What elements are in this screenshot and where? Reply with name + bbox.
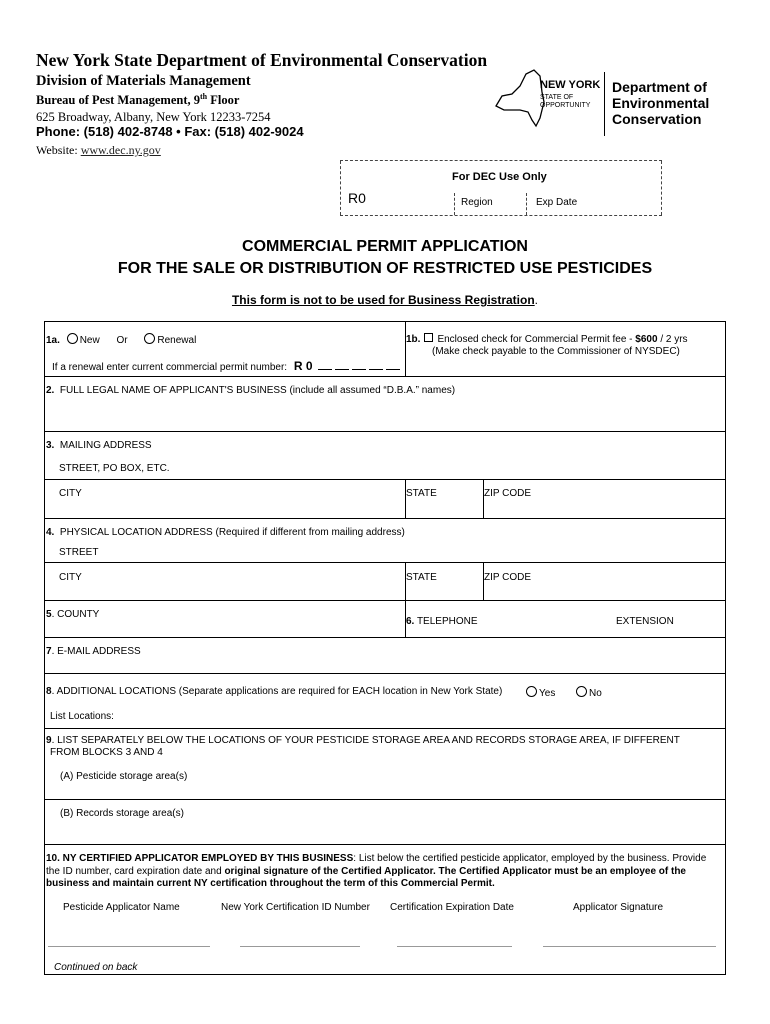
row-divider (45, 479, 725, 480)
form-title: COMMERCIAL PERMIT APPLICATION (242, 238, 528, 255)
row-divider (45, 600, 725, 601)
signature-line[interactable] (543, 946, 716, 947)
renewal-radio[interactable] (144, 333, 155, 344)
q3-label: 3. MAILING ADDRESS (46, 440, 152, 451)
permit-number-blank[interactable] (318, 368, 332, 370)
agency-title: New York State Department of Environmental Conservation (36, 50, 488, 70)
q8-label: 8. ADDITIONAL LOCATIONS (Separate applications are required for EACH location in New York State) (46, 686, 503, 697)
row-divider (45, 518, 725, 519)
no-radio[interactable] (576, 686, 587, 697)
county-field[interactable]: 5. COUNTY (46, 609, 100, 620)
dec-use-heading: For DEC Use Only (452, 171, 547, 183)
mailing-zip-field[interactable]: ZIP CODE (484, 488, 532, 499)
new-label: New (79, 335, 100, 346)
website-link[interactable]: www.dec.ny.gov (80, 143, 161, 157)
dec-box-divider (340, 161, 341, 215)
dec-use-box (340, 160, 662, 216)
physical-state-field[interactable]: STATE (406, 572, 437, 583)
q8-yes[interactable]: Yes (526, 686, 555, 699)
col-applicator-name: Pesticide Applicator Name (63, 902, 180, 913)
row-divider (45, 728, 725, 729)
renewal-permit-number: If a renewal enter current commercial permit number: R 0 (52, 359, 400, 373)
division-name: Division of Materials Management (36, 73, 251, 89)
row-divider (45, 844, 725, 845)
fee-checkbox[interactable] (424, 333, 433, 342)
row-divider (45, 376, 725, 377)
physical-street-field[interactable]: STREET (59, 547, 99, 558)
row-divider (45, 562, 725, 563)
certification-id-line[interactable] (240, 946, 360, 947)
row-divider (45, 799, 725, 800)
dec-region-prefix: R0 (348, 190, 366, 206)
row-divider (45, 431, 725, 432)
permit-number-blank[interactable] (335, 368, 349, 370)
pesticide-storage-field[interactable]: (A) Pesticide storage area(s) (60, 771, 188, 782)
col-signature: Applicator Signature (573, 902, 664, 913)
q1b-row: 1b. Enclosed check for Commercial Permit fee - $600 / 2 yrs (406, 334, 688, 345)
q8-no[interactable]: No (576, 686, 602, 699)
agency-website: Website: www.dec.ny.gov (36, 143, 161, 157)
row-divider (45, 637, 725, 638)
dec-logo-text: Department of Environmental Conservation (612, 79, 710, 127)
form-subtitle: FOR THE SALE OR DISTRIBUTION OF RESTRICTED USE PESTICIDES (117, 260, 653, 277)
dec-exp-label: Exp Date (536, 197, 578, 208)
agency-address: 625 Broadway, Albany, New York 12233-7254 (36, 110, 271, 124)
agency-phone-fax: Phone: (518) 402-8748 • Fax: (518) 402-9024 (36, 124, 304, 139)
q4-label: 4. PHYSICAL LOCATION ADDRESS (Required if different from mailing address) (46, 527, 405, 538)
mailing-city-field[interactable]: CITY (59, 488, 82, 499)
ny-logo-subtext: STATE OF OPPORTUNITY (540, 94, 591, 109)
dec-box-divider (661, 161, 662, 215)
q1b-note: (Make check payable to the Commissioner of NYSDEC) (432, 346, 680, 357)
new-radio[interactable] (67, 333, 78, 344)
col-expiration-date: Certification Expiration Date (390, 902, 514, 913)
expiration-date-line[interactable] (397, 946, 512, 947)
renewal-label: Renewal (157, 335, 197, 346)
col-divider (405, 322, 406, 376)
continued-note: Continued on back (54, 962, 138, 973)
dec-box-divider (454, 193, 455, 215)
records-storage-field[interactable]: (B) Records storage area(s) (60, 808, 184, 819)
dec-region-label: Region (461, 197, 493, 208)
q2-label[interactable]: 2. FULL LEGAL NAME OF APPLICANT'S BUSINESS (include all assumed “D.B.A.” names) (46, 385, 456, 396)
logo-divider (604, 72, 605, 136)
applicator-name-line[interactable] (48, 946, 210, 947)
extension-field[interactable]: EXTENSION (616, 616, 674, 627)
list-locations-field[interactable]: List Locations: (50, 711, 114, 722)
permit-number-blank[interactable] (352, 368, 366, 370)
form-note: This form is not to be used for Business Registration. (231, 293, 539, 307)
q9-label-cont: FROM BLOCKS 3 AND 4 (50, 747, 163, 758)
row-divider (45, 673, 725, 674)
mailing-state-field[interactable]: STATE (406, 488, 437, 499)
permit-number-blank[interactable] (369, 368, 383, 370)
email-field[interactable]: 7. E-MAIL ADDRESS (46, 646, 141, 657)
q10-instructions: 10. NY CERTIFIED APPLICATOR EMPLOYED BY THIS BUSINESS: List below the certified pesticide applicator, employed by the business. Provide the ID number, card expiration date and original signature of the Certified Applicator. The Certified Applicator must be an employee of the business and maintain current NY certification throughout the term of this Commercial Permit. (46, 853, 707, 889)
telephone-field[interactable]: 6. TELEPHONE (406, 616, 478, 627)
bureau-name: Bureau of Pest Management, 9th Floor (36, 92, 240, 108)
q9-label: 9. LIST SEPARATELY BELOW THE LOCATIONS OF YOUR PESTICIDE STORAGE AREA AND RECORDS STORAGE AREA, IF DIFFERENT (46, 735, 680, 746)
ny-logo-text: NEW YORK (540, 79, 601, 91)
yes-radio[interactable] (526, 686, 537, 697)
dec-box-divider (526, 193, 527, 215)
physical-zip-field[interactable]: ZIP CODE (484, 572, 532, 583)
permit-number-blank[interactable] (386, 368, 400, 370)
physical-city-field[interactable]: CITY (59, 572, 82, 583)
q1a-row: 1a. New Or Renewal (46, 335, 197, 346)
mailing-street-field[interactable]: STREET, PO BOX, ETC. (59, 463, 170, 474)
col-certification-id: New York Certification ID Number (221, 902, 370, 913)
